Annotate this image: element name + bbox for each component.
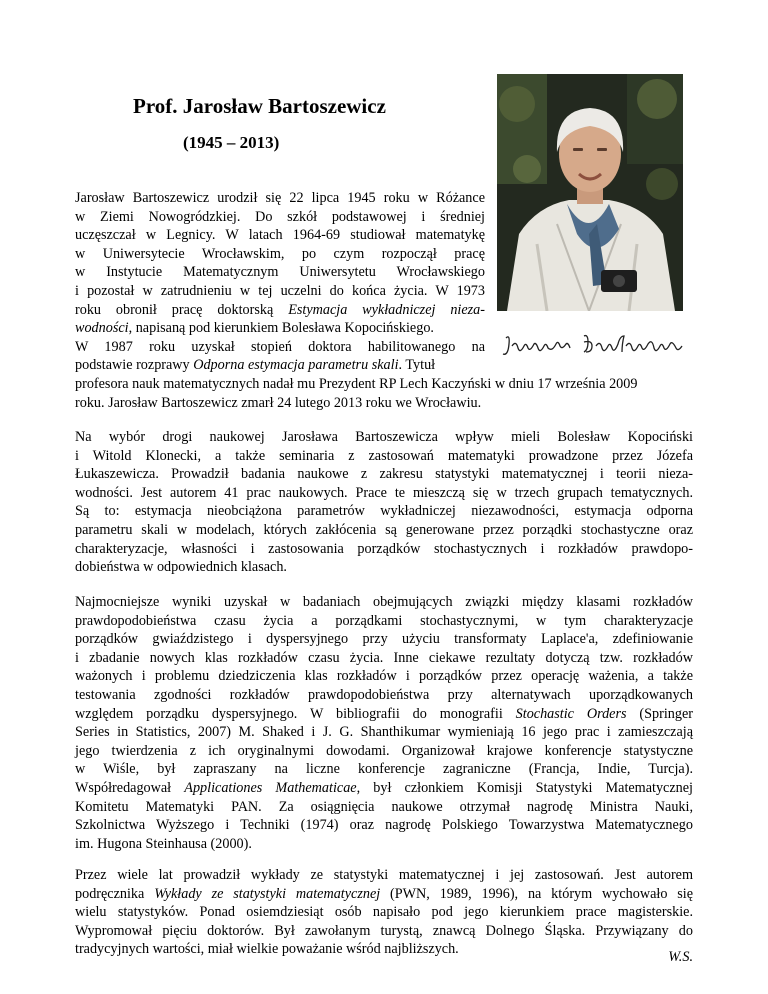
text-line: Najmocniejsze wyniki uzyskał w badaniach obejmujących związki między klasami rozkładów [75, 594, 693, 610]
text-line: Jarosław Bartoszewicz urodził się 22 lipca 1945 roku w Różance [75, 190, 485, 206]
text-line: w Instytucie Matematycznym Uniwersytetu Wrocławskiego [75, 264, 485, 281]
text-line: i Witold Klonecki, a także seminaria z zastosowań matematyki prowadzone przez Józefa [75, 447, 693, 464]
text-line: testowania zgodności rozkładów prawdopodobieństwa przy alternatywach uporządkowanych [75, 686, 693, 703]
paragraph-research [75, 428, 693, 577]
habilitation-title: Odporna estymacja parametru skali [193, 357, 399, 374]
paragraph-biography [75, 189, 693, 412]
text-line: Łukaszewicza. Prowadził badania naukowe z zakresu statystyki matematycznej i teorii nieza- [75, 466, 693, 483]
text-line: parametru skali w modelach, których zakłócenia są generowane przez porządki stochastyczne oraz [75, 521, 693, 538]
text-line: Komitetu Matematyki PAN. Za osiągnięcia naukowe otrzymał nagrodę Ministra Nauki, [75, 798, 693, 815]
life-dates: (1945 – 2013) [183, 133, 280, 152]
text-line: Przez wiele lat prowadził wykłady ze statystyki matematycznej i jej zastosowań. Jest autorem [75, 867, 693, 883]
text-line: profesora nauk matematycznych nadał mu Prezydent RP Lech Kaczyński w dniu 17 września 2009 [75, 375, 638, 392]
text-line: w Uniwersytecie Wrocławskim, po czym rozpoczął pracę [75, 245, 485, 262]
text-line: tradycyjnych wartości, miał wielkie poważanie wśród najbliższych. [75, 941, 459, 958]
text-line: prawdopodobieństwa czasu życia a porządkami stochastycznymi, w tym charakteryzacje [75, 612, 693, 629]
text-line [75, 705, 693, 724]
text-line: Są to: estymacja nieobciążona parametrów wykładniczej niezawodności, estymacja odporna [75, 503, 693, 520]
text-fragment: podstawie rozprawy [75, 357, 190, 374]
text-line [75, 885, 693, 904]
text-line: Na wybór drogi naukowej Jarosława Bartoszewicza wpływ mieli Bolesław Kopociński [75, 429, 693, 445]
text-fragment: względem porządku dyspersyjnego. W bibliografii do monografii [75, 705, 503, 722]
thesis-title-continued: wodności [75, 320, 129, 337]
text-line: i pozostał w zatrudnieniu w tej uczelni do końca życia. W 1973 [75, 282, 485, 299]
text-fragment: roku obronił pracę doktorską [75, 301, 274, 318]
text-fragment: , był członkiem Komisji Statystyki Matematycznej [356, 779, 693, 796]
text-line: Series in Statistics, 2007) M. Shaked i J. G. Shanthikumar wymieniają 16 jego prac i zamieszczają [75, 724, 693, 741]
text-line [75, 319, 485, 338]
text-fragment: , napisaną pod kierunkiem Bolesława Kopocińskiego. [128, 320, 434, 337]
text-line: uczęszczał w Legnicy. W latach 1964-69 studiował matematykę [75, 227, 485, 244]
text-line: wielu statystyków. Ponad osiemdziesiąt osób napisało pod jego kierunkiem prace magisterskie. [75, 904, 693, 921]
text-line: W 1987 roku uzyskał stopień doktora habilitowanego na [75, 338, 485, 355]
text-line: w Ziemi Nowogródzkiej. Do szkół podstawowej i średniej [75, 208, 485, 225]
text-line: w Wiśle, był zapraszany na liczne konferencje zagraniczne (Francja, Indie, Turcja). [75, 761, 693, 778]
journal-title: Applicationes Mathematicae [184, 779, 357, 796]
page-title: Prof. Jarosław Bartoszewicz [133, 94, 386, 118]
text-line: roku. Jarosław Bartoszewicz zmarł 24 lutego 2013 roku we Wrocławiu. [75, 394, 482, 411]
text-line: jego twierdzenia z ich oryginalnymi dowodami. Organizował krajowe konferencje statystyczne [75, 742, 693, 759]
text-fragment: Współredagował [75, 779, 172, 796]
text-fragment: podręcznika [75, 885, 145, 902]
paragraph-achievements [75, 593, 693, 853]
book-title: Stochastic Orders [515, 705, 627, 722]
text-line: i zbadanie nowych klas rozkładów czasu życia. Inne ciekawe rezultaty dotyczą tzw. rozkładów [75, 649, 693, 666]
text-line: Wypromował pięciu doktorów. Był zawołanym turystą, znawcą Dolnego Śląska. Przywiązany do [75, 922, 693, 939]
text-line: wodności. Jest autorem 41 prac naukowych. Prace te mieszczą się w trzech grupach tematycznych. [75, 484, 693, 501]
text-line: im. Hugona Steinhausa (2000). [75, 835, 252, 852]
text-fragment: (PWN, 1989, 1996), na którym wychowało się [390, 885, 694, 902]
text-line [75, 301, 485, 320]
textbook-title: Wykłady ze statystyki matematycznej [154, 885, 381, 902]
text-line: porządków gwiaździstego i dyspersyjnego przy użyciu transformaty Laplace'a, zdefiniowanie [75, 631, 693, 648]
text-line [75, 356, 485, 375]
text-fragment: (Springer [639, 705, 693, 722]
thesis-title: Estymacja wykładniczej nieza- [288, 301, 485, 318]
text-line [75, 779, 693, 798]
paragraph-teaching [75, 866, 693, 959]
text-fragment: . Tytuł [398, 357, 436, 374]
text-line: Szkolnictwa Wyższego i Techniki (1974) oraz nagrodę Polskiego Towarzystwa Matematycznego [75, 817, 693, 834]
author-initials: W.S. [668, 949, 693, 965]
text-line: dobieństwa w odpowiednich klasach. [75, 559, 287, 576]
text-line: ważonych i problemu dziedziczenia klas rozkładów i porządków przez operację ważenia, a także [75, 668, 693, 685]
text-line: charakteryzacje, własności i zastosowania porządków stochastycznych i rozkładów prawdopo- [75, 540, 693, 557]
